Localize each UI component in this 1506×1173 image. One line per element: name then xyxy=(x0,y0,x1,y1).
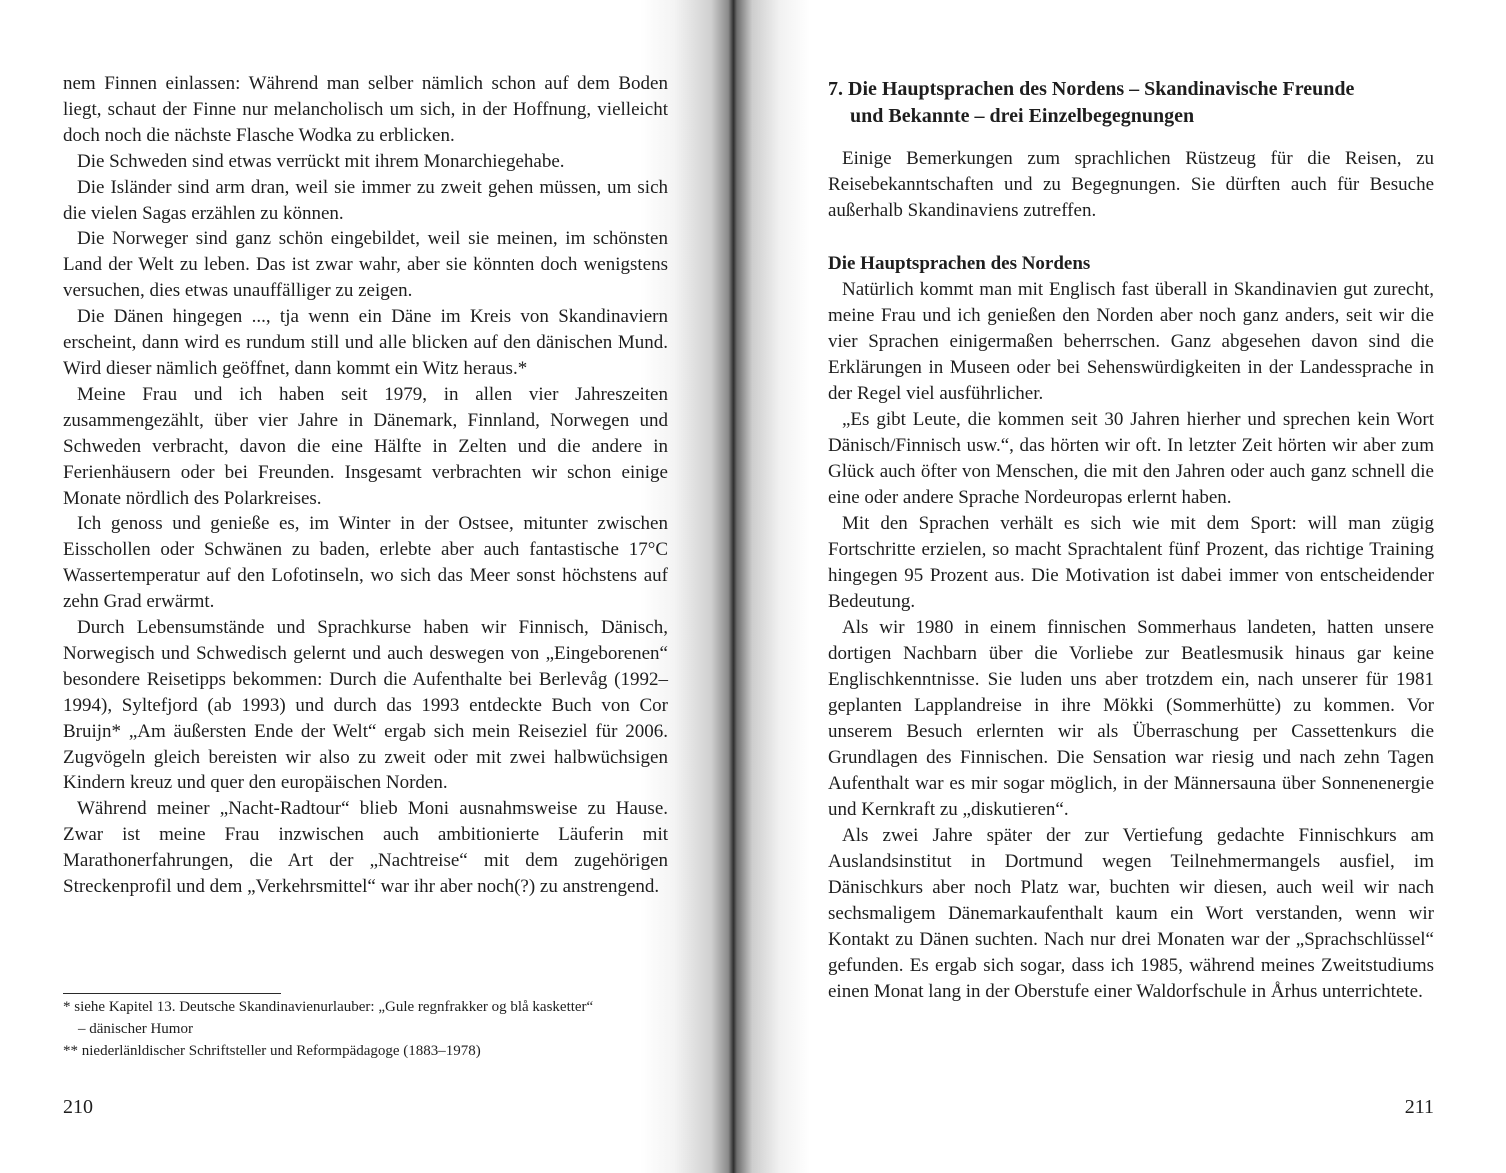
paragraph: Mit den Sprachen verhält es sich wie mit dem Sport: will man zügig Fortschritte erzielen, so macht Sprachtalent fünf Prozent, das richtige Training hingegen 95 Prozent aus. Die Motivation ist dabei immer von entscheidender Bedeutung. xyxy=(828,513,1434,612)
paragraph: Ich genoss und genieße es, im Winter in der Ostsee, mitunter zwischen Eisschollen oder Schwänen zu baden, erlebte aber auch fantastische 17°C Wassertemperatur auf den Lofotinseln, wo sich das Meer sonst höchstens auf zehn Grad erwärmt. xyxy=(63,513,668,613)
right-page xyxy=(828,0,1434,1173)
footnote-divider xyxy=(63,993,281,994)
paragraph: Als wir 1980 in einem finnischen Sommerhaus landeten, hatten unsere dortigen Nachbarn über die Vorliebe zur Beatlesmusik hinaus gar keine Englischkenntnisse. Sie luden uns aber trotzdem ein, nach unserer für 1981 geplanten Lapplandreise in ihre Mökki (Sommerhütte) zu kommen. Vor unserem Besuch erlernten wir als Überraschung per Cassettenkurs die Grundlagen des Finnischen. Die Sensation war riesig und nach zehn Tagen Aufenthalt war es mir sogar möglich, in der Männersauna über Sonnenenergie und Kernkraft zu „diskutieren“. xyxy=(828,617,1434,820)
paragraph: „Es gibt Leute, die kommen seit 30 Jahren hierher und sprechen kein Wort Dänisch/Finnisch usw.“, das hörten wir oft. In letzter Zeit hörten wir aber zum Glück auch öfter von Menschen, die mit den Jahren oder auch ganz schnell die eine oder andere Sprache Nordeuropas erlernt haben. xyxy=(828,409,1434,508)
paragraph: Natürlich kommt man mit Englisch fast überall in Skandinavien gut zurecht, meine Frau und ich genießen den Norden aber noch ganz anders, seit wir die vier Sprachen einigermaßen beherrschen. Ganz abgesehen davon sind die Erklärungen in Museen oder bei Sehenswürdigkeiten in der Landessprache in der Regel viel ausführlicher. xyxy=(828,279,1434,404)
footnote-2: ** niederlänldischer Schriftsteller und Reformpädagoge (1883–1978) xyxy=(63,1043,481,1059)
chapter-heading xyxy=(828,76,1434,130)
paragraph: Durch Lebensumstände und Sprachkurse haben wir Finnisch, Dänisch, Norwegisch und Schwedisch gelernt und auch deswegen von „Eingeborenen“ besondere Reisetipps bekommen: Durch die Aufenthalte bei Berlevåg (1992–1994), Syltefjord (ab 1993) und durch das 1993 entdeckte Buch von Cor Bruijn* „Am äußersten Ende der Welt“ ergab sich mein Reiseziel für 2006. Zugvögeln gleich bereisten wir also zu zweit oder mit zwei halbwüchsigen Kindern kreuz und quer den europäischen Norden. xyxy=(63,617,668,794)
paragraph: Die Schweden sind etwas verrückt mit ihrem Monarchiegehabe. xyxy=(77,150,565,172)
chapter-heading-line-1: 7. Die Hauptsprachen des Nordens – Skandinavische Freunde xyxy=(828,78,1355,100)
section-heading: Die Hauptsprachen des Nordens xyxy=(828,253,1091,274)
paragraph: Die Isländer sind arm dran, weil sie immer zu zweit gehen müssen, um sich die vielen Sagas erzählen zu können. xyxy=(63,176,668,224)
right-page-body xyxy=(828,277,1434,1005)
left-page xyxy=(63,0,668,1173)
footnote-1: * siehe Kapitel 13. Deutsche Skandinavienurlauber: „Gule regnfrakker og blå kasketter“ xyxy=(63,999,594,1015)
page-number-left: 210 xyxy=(63,1096,93,1118)
footnotes xyxy=(63,996,668,1062)
paragraph: Meine Frau und ich haben seit 1979, in allen vier Jahreszeiten zusammengezählt, über vier Jahre in Dänemark, Finnland, Norwegen und Schweden verbracht, davon die eine Hälfte in Zelten und die andere in Ferienhäusern oder bei Freunden. Insgesamt verbrachten wir schon einige Monate nördlich des Polarkreises. xyxy=(63,383,668,509)
paragraph: Die Dänen hingegen ..., tja wenn ein Däne im Kreis von Skandinaviern erscheint, dann wird es rundum still und alle blicken auf den dänischen Mund. Wird dieser nämlich geöffnet, dann kommt ein Witz heraus.* xyxy=(63,306,668,379)
chapter-heading-line-2: und Bekannte – drei Einzelbegegnungen xyxy=(850,105,1195,127)
paragraph: Die Norweger sind ganz schön eingebildet, weil sie meinen, im schönsten Land der Welt zu leben. Das ist zwar wahr, aber sie könnten doch wenigstens versuchen, dies etwas unauffälliger zu zeigen. xyxy=(63,228,668,302)
footnote-1-continuation: – dänischer Humor xyxy=(78,1021,193,1037)
paragraph: Während meiner „Nacht-Radtour“ blieb Moni ausnahmsweise zu Hause. Zwar ist meine Frau inzwischen auch ambitionierte Läuferin mit Marathonerfahrungen, die Art der „Nachtreise“ mit dem zugehörigen Streckenprofil und dem „Verkehrsmittel“ war ihr aber noch(?) zu anstrengend. xyxy=(63,798,668,898)
chapter-intro: Einige Bemerkungen zum sprachlichen Rüstzeug für die Reisen, zu Reisebekanntschaften und zu Begegnungen. Sie dürften auch für Besuche außerhalb Skandinaviens zutreffen. xyxy=(828,148,1434,221)
paragraph: nem Finnen einlassen: Während man selber nämlich schon auf dem Boden liegt, schaut der Finne nur melancholisch um sich, in der Hoffnung, vielleicht doch noch die nächste Flasche Wodka zu erblicken. xyxy=(63,73,668,146)
paragraph: Als zwei Jahre später der zur Vertiefung gedachte Finnischkurs am Auslandsinstitut in Dortmund wegen Teilnehmermangels ausfiel, im Dänischkurs aber noch Platz war, buchten wir diesen, auch weil wir nach sechsmaligem Dänemarkaufenthalt kaum ein Wort verstanden, wenn wir Kontakt zu Dänen suchten. Nach nur drei Monaten war der „Sprachschlüssel“ gefunden. Es ergab sich sogar, dass ich 1985, während meines Zweitstudiums einen Monat lang in der Oberstufe einer Waldorfschule in Århus unterrichtete. xyxy=(828,825,1434,1002)
left-page-body xyxy=(63,71,668,900)
page-number-right: 211 xyxy=(1404,1096,1434,1118)
